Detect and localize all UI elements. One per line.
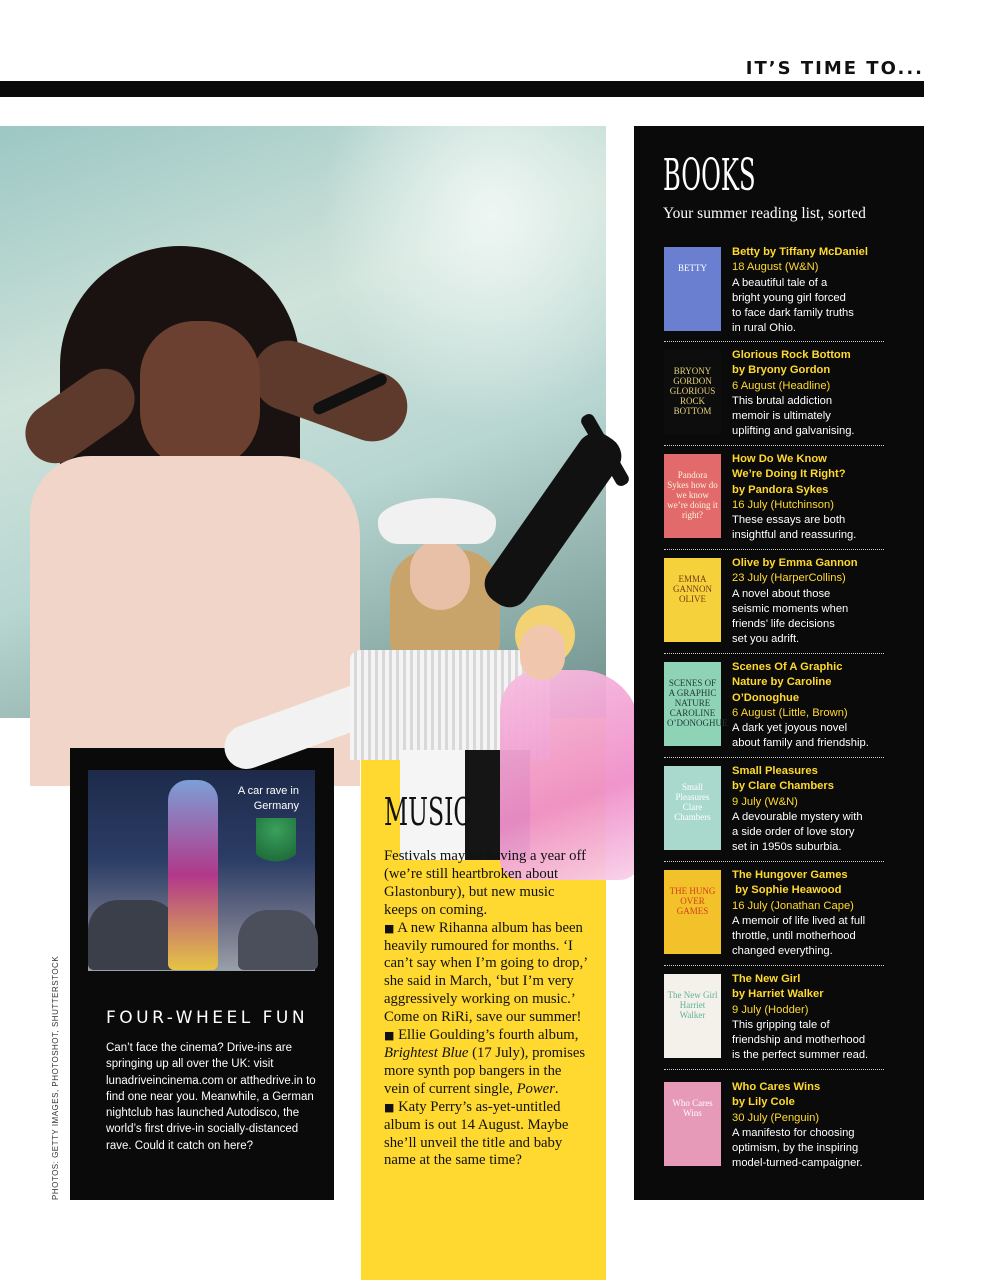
four-wheel-body: Can’t face the cinema? Drive-ins are springing up all over the UK: visit lunadriveincinema.com or atthedrive.in to find one near you. Meanwhile, a German nightclub has launched Autodisco, the world’s first drive-in socially-distanced rave. Could it catch on here? (106, 1042, 316, 1152)
book-title: O’Donoghue (732, 691, 800, 704)
book-description: to face dark family truths (732, 307, 854, 320)
book-info (732, 972, 888, 1064)
book-description: about family and friendship. (732, 737, 869, 750)
music-item-text: (17 July), promises more synth pop bangers in the vein of current single, (384, 1044, 586, 1097)
book-info (732, 556, 888, 648)
book-release-date: 9 July (Hodder) (732, 1003, 809, 1016)
palm-tree-shape (256, 818, 296, 878)
book-cover-text: EMMA GANNON OLIVE (673, 574, 712, 604)
book-description: A manifesto for choosing (732, 1126, 855, 1139)
book-info (732, 245, 888, 337)
dotted-rule (664, 965, 884, 966)
book-info (732, 764, 888, 856)
photo-car (88, 900, 178, 970)
book-description: set you adrift. (732, 633, 800, 646)
book-description: friendship and motherhood (732, 1034, 866, 1047)
music-item-text: . (554, 1080, 559, 1097)
book-description: A memoir of life lived at full (732, 914, 866, 927)
book-title: The New Girl (732, 973, 801, 985)
books-subtitle: Your summer reading list, sorted (663, 205, 866, 222)
book-title: Nature by Caroline (732, 676, 832, 689)
book-description: a side order of love story (732, 826, 855, 839)
book-release-date: 6 August (Headline) (732, 379, 831, 392)
dotted-rule (664, 549, 884, 550)
book-release-date: 18 August (W&N) (732, 261, 819, 274)
book-title: How Do We Know (732, 453, 827, 465)
book-description: is the perfect summer read. (732, 1049, 869, 1062)
book-description: seismic moments when (732, 602, 849, 615)
book-description: bright young girl forced (732, 291, 846, 304)
bullet-square-icon: ■ (384, 1029, 395, 1043)
book-title: Betty by Tiffany McDaniel (732, 246, 868, 258)
dotted-rule (664, 861, 884, 862)
book-release-date: 9 July (W&N) (732, 795, 798, 808)
bullet-square-icon: ■ (384, 1100, 395, 1114)
book-cover (664, 247, 721, 331)
book-cover (664, 662, 728, 746)
dotted-rule (664, 653, 884, 654)
album-title: Brightest Blue (384, 1044, 469, 1061)
photo-face (140, 321, 260, 471)
music-item-text: A new Rihanna album has been heavily rumoured for months. ‘I can’t say when I’m going to drop,’ she said in March, ‘but I’m very aggressively working on music.’ Come on RiRi, save our summer! (384, 919, 587, 1026)
single-title: Power (516, 1080, 555, 1097)
book-description: optimism, by the inspiring (732, 1142, 859, 1155)
book-description: throttle, until motherhood (732, 930, 856, 943)
header-rule (0, 81, 924, 97)
book-cover (664, 454, 721, 538)
cowboy-hat-shape (378, 498, 496, 544)
book-cover-text: SCENES OF A GRAPHIC NATURE CAROLINE O’DONOGHUE (667, 678, 728, 728)
book-description: model-turned-campaigner. (732, 1157, 863, 1170)
book-cover (664, 870, 721, 954)
book-description: friends’ life decisions (732, 618, 835, 631)
book-title: Small Pleasures (732, 765, 818, 777)
book-description: changed everything. (732, 945, 833, 958)
four-wheel-title: FOUR-WHEEL FUN (106, 1008, 309, 1028)
book-description: These essays are both (732, 514, 846, 527)
book-info (732, 348, 888, 440)
book-cover (664, 766, 721, 850)
book-description: insightful and reassuring. (732, 529, 857, 542)
book-title: Who Cares Wins (732, 1081, 821, 1093)
photo-credit: PHOTOS: GETTY IMAGES, PHOTOSHOT, SHUTTERSTOCK (51, 955, 60, 1200)
photo-face (410, 540, 470, 610)
book-description: uplifting and galvanising. (732, 425, 855, 438)
book-title: The Hungover Games (732, 869, 848, 881)
book-title: We’re Doing It Right? (732, 468, 846, 481)
dotted-rule (664, 445, 884, 446)
book-title: by Bryony Gordon (732, 364, 831, 377)
music-item (384, 1027, 589, 1099)
book-cover-text: The New Girl Harriet Walker (667, 990, 718, 1020)
book-description: memoir is ultimately (732, 410, 831, 423)
book-info (732, 660, 888, 752)
book-release-date: 16 July (Jonathan Cape) (732, 899, 854, 912)
feature-photo-performers (330, 400, 660, 860)
book-description: set in 1950s suburbia. (732, 841, 842, 854)
book-cover-text: BETTY (678, 263, 707, 273)
book-cover (664, 1082, 721, 1166)
music-title: MUSIC (384, 790, 472, 834)
book-release-date: 30 July (Penguin) (732, 1111, 820, 1124)
book-description: A beautiful tale of a (732, 276, 828, 289)
photo-car (238, 910, 318, 970)
book-release-date: 23 July (HarperCollins) (732, 572, 846, 585)
dotted-rule (664, 1069, 884, 1070)
dotted-rule (664, 341, 884, 342)
book-info (732, 452, 888, 544)
book-cover-text: Pandora Sykes how do we know we’re doing it right? (667, 470, 718, 520)
dotted-rule (664, 757, 884, 758)
books-title: BOOKS (663, 150, 756, 201)
book-cover (664, 558, 721, 642)
book-title: by Lily Cole (732, 1096, 795, 1109)
book-description: This gripping tale of (732, 1018, 830, 1031)
music-item (384, 1099, 589, 1171)
book-cover-text: BRYONY GORDON GLORIOUS ROCK BOTTOM (669, 366, 716, 416)
music-item-text: Katy Perry’s as-yet-untitled album is out 14 August. Maybe she’ll unveil the title and baby name at the same time? (384, 1098, 569, 1169)
book-title: by Clare Chambers (732, 780, 834, 793)
book-release-date: 16 July (Hutchinson) (732, 498, 834, 511)
book-cover (664, 350, 721, 434)
music-intro: Festivals may be having a year off (we’re still heartbroken about Glastonbury), but new music keeps on coming. (384, 848, 587, 918)
bullet-square-icon: ■ (384, 921, 395, 935)
book-cover-text: Small Pleasures Clare Chambers (674, 782, 711, 822)
book-description: A novel about those (732, 587, 831, 600)
photo-caption: A car rave in Germany (237, 785, 299, 812)
book-cover (664, 974, 721, 1058)
book-title: by Harriet Walker (732, 988, 824, 1001)
book-description: This brutal addiction (732, 394, 833, 407)
book-description: A devourable mystery with (732, 810, 863, 823)
book-description: in rural Ohio. (732, 322, 797, 335)
book-info (732, 868, 888, 960)
book-description: A dark yet joyous novel (732, 722, 848, 735)
music-body (384, 848, 589, 1170)
book-title: by Sophie Heawood (732, 884, 842, 897)
music-item-text: Ellie Goulding’s fourth album, (398, 1027, 579, 1044)
book-release-date: 6 August (Little, Brown) (732, 706, 848, 719)
book-title: Olive by Emma Gannon (732, 557, 858, 569)
book-cover-text: Who Cares Wins (672, 1098, 713, 1118)
book-title: by Pandora Sykes (732, 483, 829, 496)
book-cover-text: THE HUNG OVER GAMES (669, 886, 716, 916)
section-kicker: IT’S TIME TO... (745, 58, 924, 79)
book-title: Scenes Of A Graphic (732, 661, 843, 673)
book-title: Glorious Rock Bottom (732, 349, 851, 361)
book-info (732, 1080, 888, 1172)
car-rave-photo (88, 770, 315, 971)
photo-face (520, 625, 565, 680)
music-item (384, 920, 589, 1027)
